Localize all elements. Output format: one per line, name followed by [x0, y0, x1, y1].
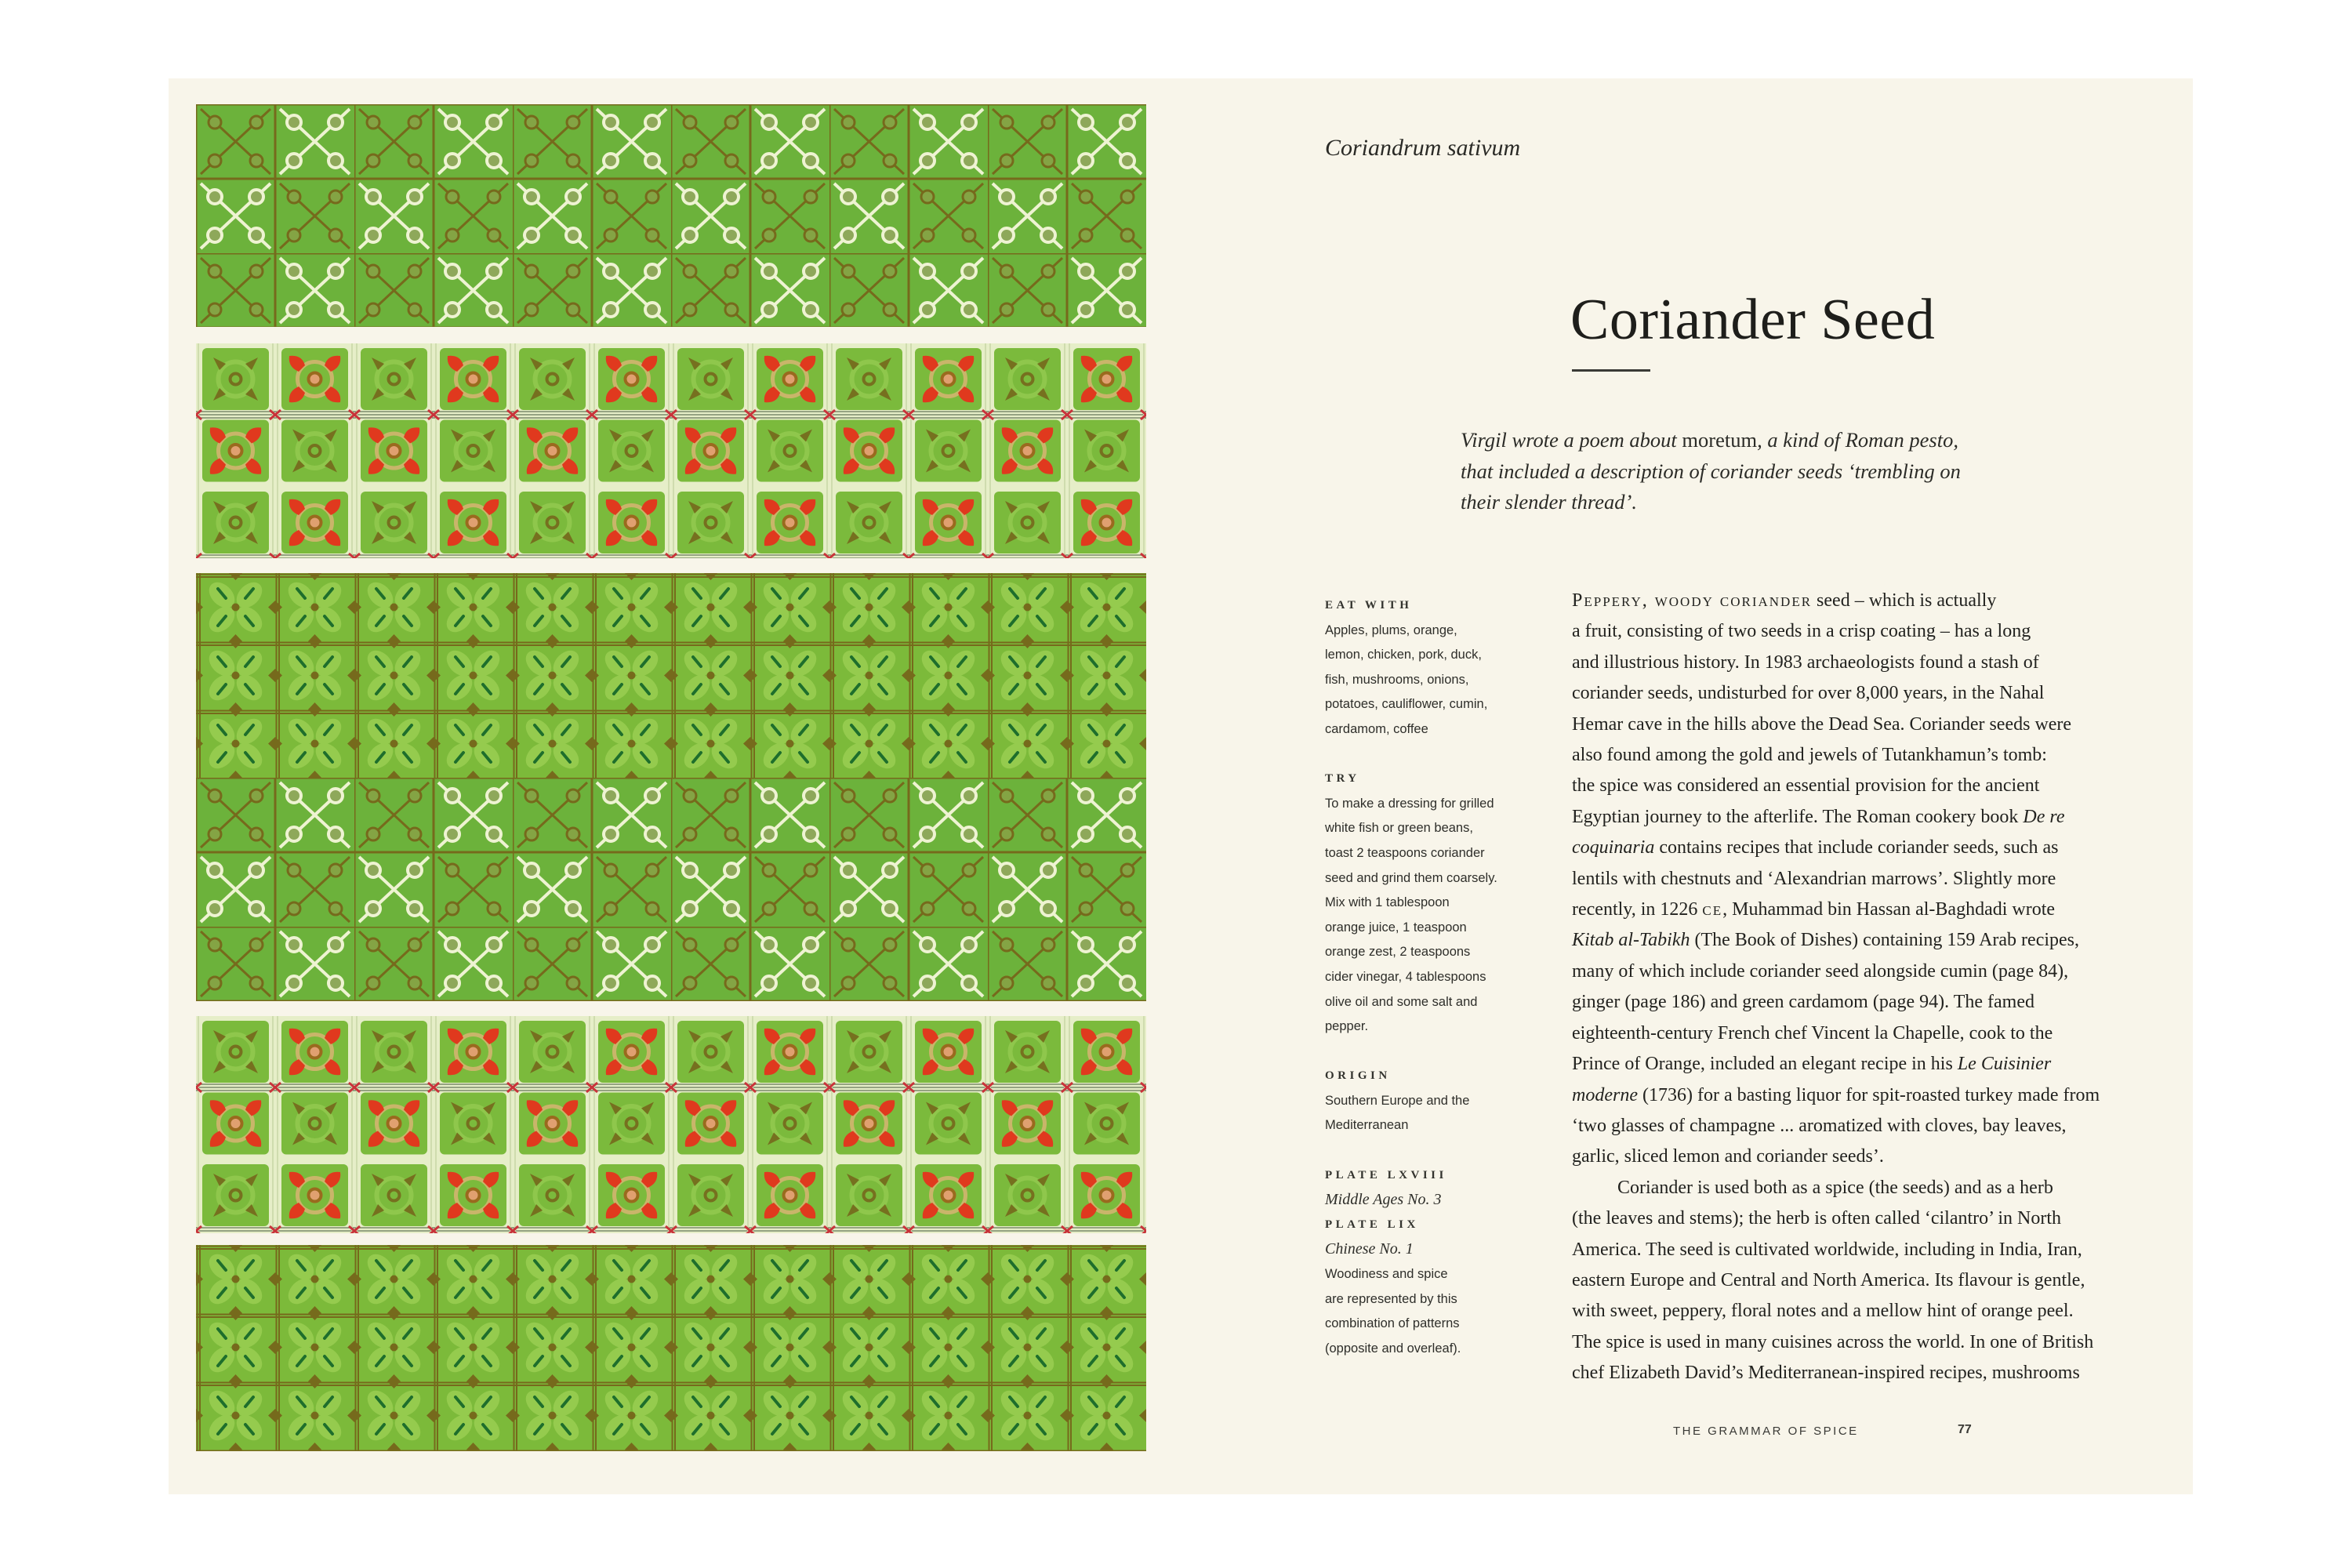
body-line [1572, 616, 2136, 647]
sidebar-eat-with [1325, 593, 1552, 742]
band-quatrefoil-bottom [196, 1245, 1146, 1451]
text-run: lentils with chestnuts and ‘Alexandrian marrows’. Slightly more [1572, 868, 2056, 889]
text-run: the spice was considered an essential provision for the ancient [1572, 775, 2040, 797]
text-run: a fruit, consisting of two seeds in a crisp coating – has a long [1572, 621, 2031, 642]
italic-text: Le Cuisinier [1957, 1054, 2052, 1075]
band-quatrefoil-middle [196, 573, 1146, 778]
page-number: 77 [1958, 1423, 1972, 1436]
body-line [1572, 678, 2136, 709]
origin-heading: ORIGIN [1325, 1069, 1391, 1083]
sidebar [1325, 593, 1552, 1361]
drop-initial: P [1572, 590, 1584, 611]
sidebar-line: To make a dressing for grilled [1325, 796, 1494, 811]
body-line [1572, 1235, 2136, 1265]
sidebar-line: cardamom, coffee [1325, 721, 1428, 736]
sidebar-line: Mix with 1 tablespoon [1325, 895, 1450, 910]
plate2-heading: PLATE LIX [1325, 1218, 1419, 1231]
small-caps-text: Peppery, woody coriander [1572, 590, 1813, 611]
text-run: The spice is used in many cuisines across the world. In one of British [1572, 1331, 2094, 1352]
running-title: THE GRAMMAR OF SPICE [1673, 1425, 1859, 1438]
body-line [1572, 1358, 2136, 1388]
body-line [1572, 1018, 2136, 1049]
text-run: ginger (page 186) and green cardamom (page 94). The famed [1572, 992, 2034, 1013]
sidebar-line: combination of patterns [1325, 1316, 1460, 1331]
italic-text: , a kind of Roman pesto, [1757, 428, 1958, 452]
text-run: Egyptian journey to the afterlife. The Roman cookery book [1572, 806, 2024, 827]
text-run: (the leaves and stems); the herb is often called ‘cilantro’ in North [1572, 1208, 2061, 1229]
sidebar-line: Southern Europe and the [1325, 1093, 1470, 1108]
text-run: with sweet, peppery, floral notes and a mellow hint of orange peel. [1572, 1301, 2074, 1322]
italic-text: De re [2023, 806, 2065, 827]
text-run: seed – which is actually [1812, 590, 1997, 611]
text-run: garlic, sliced lemon and coriander seeds’. [1572, 1146, 1884, 1167]
intro-quote [1461, 425, 2056, 518]
body-line [1572, 1327, 2136, 1358]
sidebar-line: orange zest, 2 teaspoons [1325, 945, 1471, 960]
italic-text: that included a description of coriander seeds ‘trembling on [1461, 459, 1961, 483]
body-line [1572, 833, 2136, 863]
sidebar-line: Apples, plums, orange, [1325, 622, 1457, 637]
text-run: contains recipes that include coriander seeds, such as [1654, 837, 2059, 858]
sidebar-line: are represented by this [1325, 1291, 1457, 1306]
quote-line [1461, 425, 2056, 456]
text-run: and illustrious history. In 1983 archaeologists found a stash of [1572, 652, 2039, 673]
try-heading: TRY [1325, 772, 1360, 786]
band-red-tiles-lower [196, 1016, 1146, 1233]
text-run: Hemar cave in the hills above the Dead Sea. Coriander seeds were [1572, 713, 2072, 735]
body-line [1572, 1173, 2136, 1203]
quote-line [1461, 456, 2056, 488]
body-text [1572, 586, 2136, 1389]
try-text [1325, 792, 1552, 1040]
italic-text: moderne [1572, 1084, 1638, 1105]
sidebar-line: toast 2 teaspoons coriander [1325, 845, 1485, 860]
sidebar-line: cider vinegar, 4 tablespoons [1325, 969, 1486, 984]
plate2-name: Chinese No. 1 [1325, 1240, 1414, 1258]
plates-text [1325, 1262, 1552, 1361]
band-cross-lattice-top [196, 104, 1146, 327]
sidebar-line: orange juice, 1 teaspoon [1325, 920, 1467, 935]
sidebar-line: seed and grind them coarsely. [1325, 870, 1497, 885]
body-line [1572, 1265, 2136, 1296]
sidebar-line: olive oil and some salt and [1325, 994, 1478, 1009]
body-line [1572, 1203, 2136, 1234]
latin-name: Coriandrum sativum [1325, 135, 1521, 161]
body-line [1572, 956, 2136, 987]
italic-text: Virgil wrote a poem about [1461, 428, 1682, 452]
text-run: eighteenth-century French chef Vincent la Chapelle, cook to the [1572, 1022, 2053, 1044]
quote-line [1461, 487, 2056, 518]
sidebar-try [1325, 767, 1552, 1040]
sidebar-line: white fish or green beans, [1325, 821, 1473, 836]
band-cross-lattice-middle [196, 778, 1146, 1001]
band-red-tiles-upper [196, 343, 1146, 558]
text-run: chef Elizabeth David’s Mediterranean-inspired recipes, mushrooms [1572, 1363, 2080, 1384]
text-run: eastern Europe and Central and North America. Its flavour is gentle, [1572, 1269, 2085, 1290]
plate1-name: Middle Ages No. 3 [1325, 1191, 1442, 1209]
sidebar-line: (opposite and overleaf). [1325, 1341, 1461, 1356]
text-run: moretum [1682, 428, 1758, 452]
body-line [1572, 864, 2136, 895]
body-line [1572, 771, 2136, 801]
italic-text: their slender thread’. [1461, 490, 1637, 514]
text-run: (1736) for a basting liquor for spit-roasted turkey made from [1637, 1084, 2100, 1105]
sidebar-line: fish, mushrooms, onions, [1325, 672, 1469, 687]
body-line [1572, 1049, 2136, 1080]
body-line [1572, 1296, 2136, 1327]
sidebar-plates [1325, 1163, 1552, 1362]
body-line [1572, 1080, 2136, 1111]
plate1-heading: PLATE LXVIII [1325, 1168, 1447, 1181]
body-line [1572, 586, 2136, 616]
small-caps-text: ce [1702, 899, 1723, 920]
text-run: Coriander is used both as a spice (the seeds) and as a herb [1617, 1177, 2053, 1198]
sidebar-line: lemon, chicken, pork, duck, [1325, 648, 1482, 662]
sidebar-line: Woodiness and spice [1325, 1267, 1448, 1282]
body-line [1572, 710, 2136, 740]
text-run: also found among the gold and jewels of Tutankhamun’s tomb: [1572, 745, 2047, 766]
text-run: ‘two glasses of champagne ... aromatized with cloves, bay leaves, [1572, 1115, 2067, 1136]
pattern-plate [196, 104, 1146, 1451]
title-rule [1572, 369, 1650, 372]
body-line [1572, 1142, 2136, 1172]
italic-text: Kitab al-Tabikh [1572, 930, 1690, 951]
body-line [1572, 895, 2136, 925]
body-line [1572, 648, 2136, 678]
text-run: , Muhammad bin Hassan al-Baghdadi wrote [1722, 899, 2056, 920]
body-line [1572, 802, 2136, 833]
body-line [1572, 987, 2136, 1018]
sidebar-line: potatoes, cauliflower, cumin, [1325, 697, 1488, 712]
text-run: Prince of Orange, included an elegant recipe in his [1572, 1054, 1958, 1075]
sidebar-line: Mediterranean [1325, 1118, 1409, 1133]
eat-with-text [1325, 619, 1552, 742]
eat-with-heading: EAT WITH [1325, 599, 1413, 612]
italic-text: coquinaria [1572, 837, 1655, 858]
page-title: Coriander Seed [1570, 288, 1936, 352]
text-run: coriander seeds, undisturbed for over 8,000 years, in the Nahal [1572, 683, 2045, 704]
sidebar-line: pepper. [1325, 1019, 1369, 1034]
text-run: many of which include coriander seed alongside cumin (page 84), [1572, 960, 2069, 982]
sidebar-origin [1325, 1064, 1552, 1138]
origin-text [1325, 1089, 1552, 1138]
body-line [1572, 740, 2136, 771]
text-run: recently, in 1226 [1572, 899, 1703, 920]
body-line [1572, 1111, 2136, 1142]
text-run: (The Book of Dishes) containing 159 Arab recipes, [1690, 930, 2080, 951]
body-line [1572, 925, 2136, 956]
text-run: America. The seed is cultivated worldwide, including in India, Iran, [1572, 1239, 2082, 1260]
